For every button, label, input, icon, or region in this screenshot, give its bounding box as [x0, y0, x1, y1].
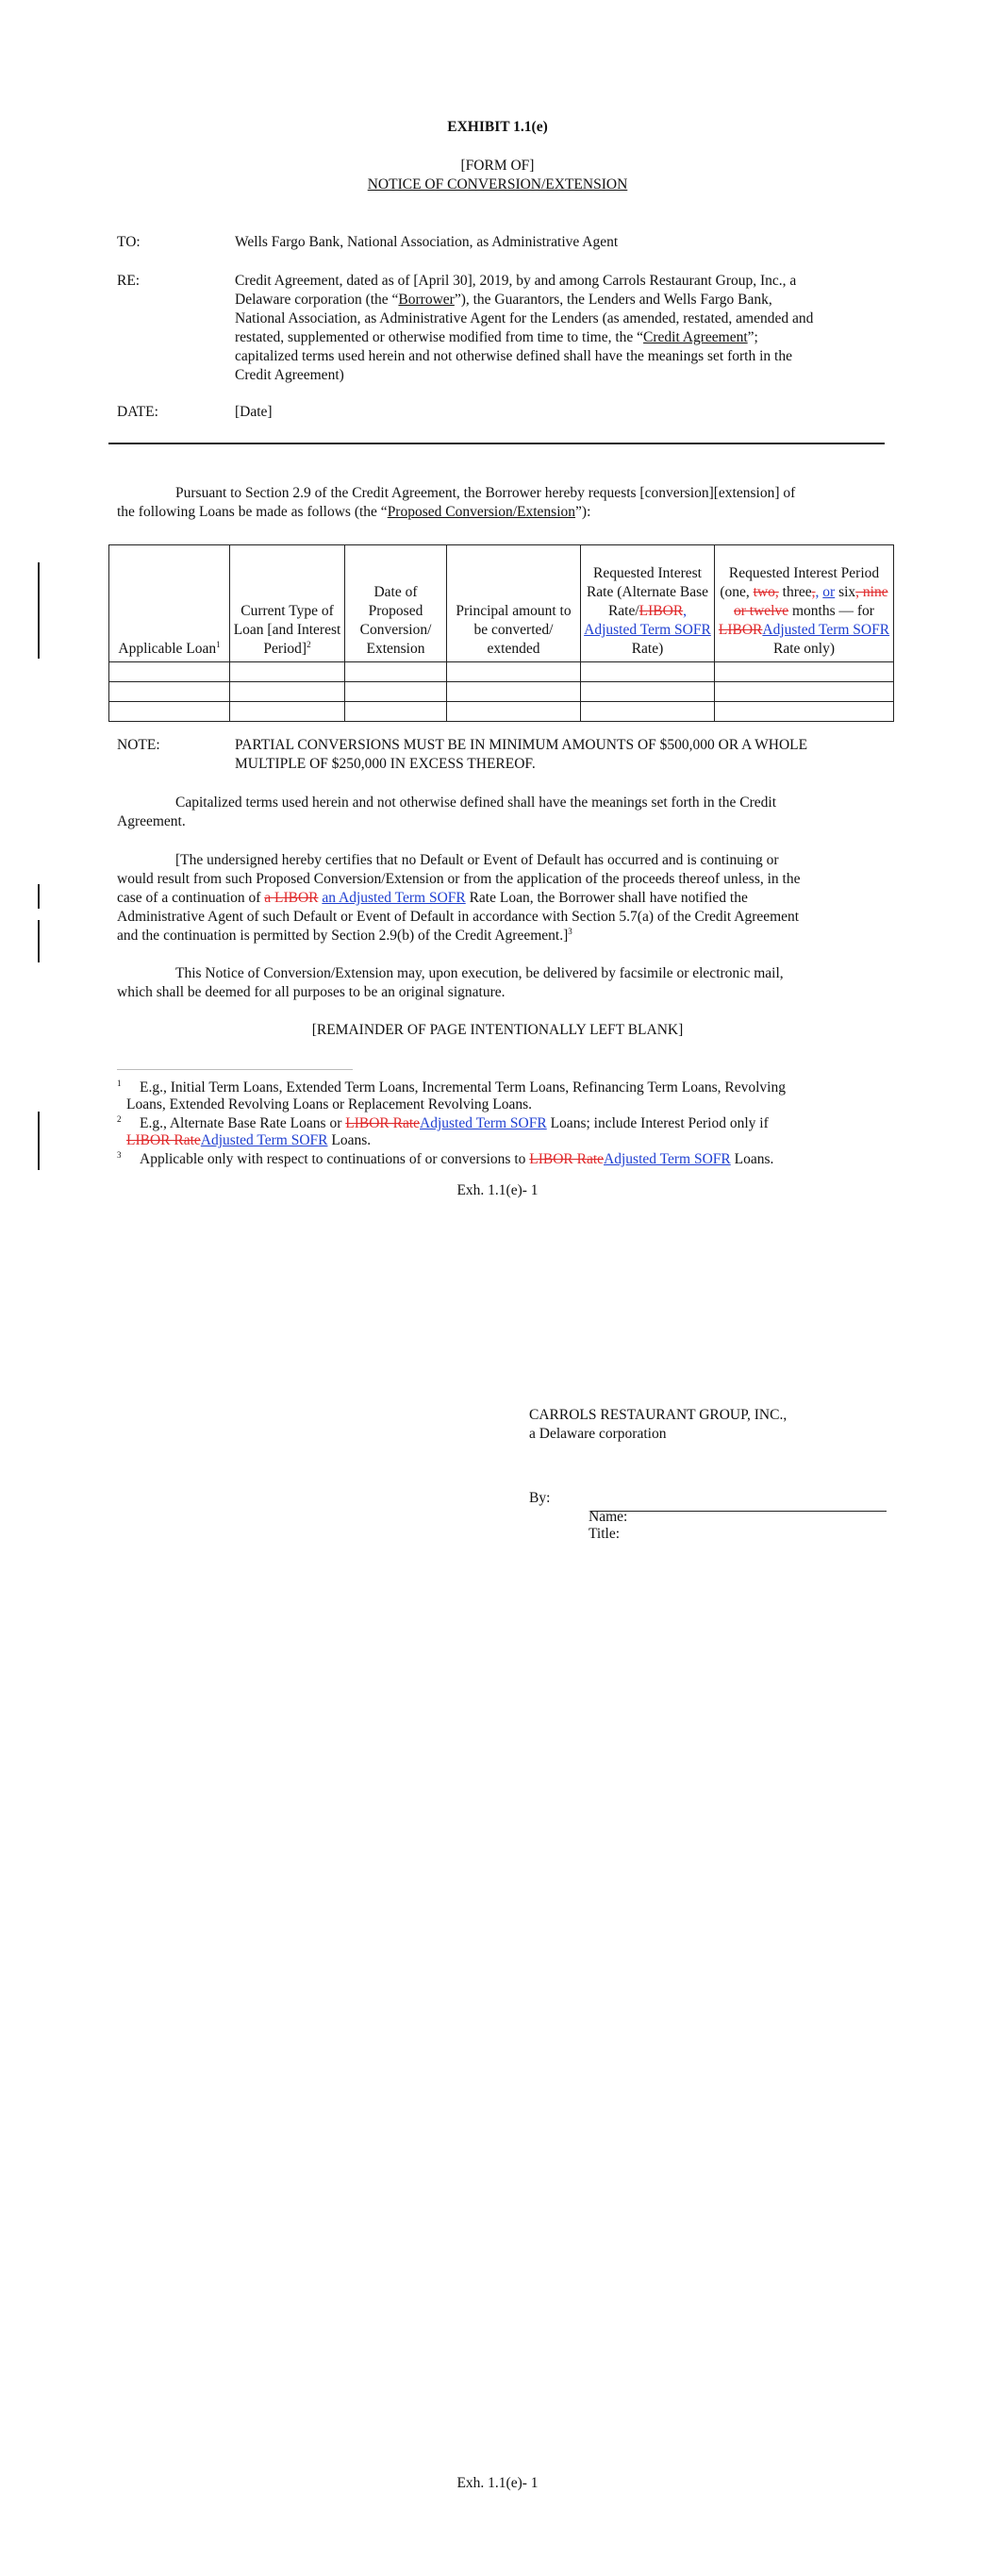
footnote-number: 1: [117, 1079, 122, 1088]
re-line: Credit Agreement): [235, 367, 344, 383]
col-current-type: Current Type of Loan [and Interest Period]$^2$: [230, 545, 345, 662]
table-cell[interactable]: [581, 662, 715, 682]
footnote-3: Applicable only with respect to continuations of or conversions to LIBOR RateAdjusted Term SOFR Loans.: [140, 1151, 774, 1167]
change-bar: [38, 562, 40, 659]
footnote-1-cont: Loans, Extended Revolving Loans or Replacement Revolving Loans.: [126, 1096, 533, 1112]
paragraph-line: case of a continuation of a LIBOR an Adjusted Term SOFR Rate Loan, the Borrower shall have notified the: [117, 890, 748, 906]
facsimile-paragraph: [117, 964, 900, 1002]
certification-paragraph: [117, 851, 900, 945]
date-text: [Date]: [235, 404, 273, 420]
table-row: [109, 682, 894, 702]
footnote-2-cont: LIBOR RateAdjusted Term SOFR Loans.: [126, 1132, 372, 1148]
footnote-1: E.g., Initial Term Loans, Extended Term Loans, Incremental Term Loans, Refinancing Term Loans, Revolving: [140, 1079, 786, 1096]
table-row: [109, 662, 894, 682]
col-principal-amount: Principal amount to be converted/ extended: [447, 545, 581, 662]
table-cell[interactable]: [581, 702, 715, 722]
note-text: [235, 736, 895, 774]
remainder-blank-notice: [REMAINDER OF PAGE INTENTIONALLY LEFT BLANK]: [311, 1022, 684, 1038]
page-footer: Exh. 1.1(e)- 1: [456, 2475, 539, 2491]
paragraph-line: would result from such Proposed Conversion/Extension or from the application of the proceeds thereof unless, in the: [117, 871, 801, 887]
change-bar: [38, 1112, 40, 1170]
table-cell[interactable]: [447, 702, 581, 722]
change-bar: [38, 884, 40, 909]
table-header-row: [109, 545, 894, 662]
re-line: Delaware corporation (the “Borrower”), the Guarantors, the Lenders and Wells Fargo Bank,: [235, 292, 772, 308]
table-cell[interactable]: [345, 702, 447, 722]
table-cell[interactable]: [230, 662, 345, 682]
note-line: MULTIPLE OF $250,000 IN EXCESS THEREOF.: [235, 756, 536, 772]
capitalized-terms-paragraph: [117, 794, 900, 831]
re-line: restated, supplemented or otherwise modified from time to time, the “Credit Agreement”;: [235, 329, 758, 345]
paragraph-line: and the continuation is permitted by Section 2.9(b) of the Credit Agreement.]$^3$: [117, 926, 572, 944]
credit-agreement-term: Credit Agreement: [643, 329, 748, 345]
signature-company: CARROLS RESTAURANT GROUP, INC.,: [529, 1407, 788, 1423]
signature-line[interactable]: [590, 1511, 887, 1512]
re-line: capitalized terms used herein and not otherwise defined shall have the meanings set forth in the: [235, 348, 792, 364]
col-applicable-loan: Applicable Loan$^1$: [109, 545, 230, 662]
paragraph-line: Administrative Agent of such Default or Event of Default in accordance with Section 5.7(a) of the Credit Agreement: [117, 909, 800, 925]
table-row: [109, 702, 894, 722]
to-text: Wells Fargo Bank, National Association, as Administrative Agent: [235, 234, 619, 250]
to-label: TO:: [117, 234, 141, 250]
col-date-of-conversion: Date of Proposed Conversion/ Extension: [345, 545, 447, 662]
change-bar: [38, 920, 40, 962]
footnote-2: E.g., Alternate Base Rate Loans or LIBOR RateAdjusted Term SOFR Loans; include Interest Period only if: [140, 1115, 769, 1131]
request-paragraph: [117, 484, 900, 522]
proposed-conversion-term: Proposed Conversion/Extension: [387, 504, 576, 520]
table-cell[interactable]: [715, 702, 894, 722]
table-cell[interactable]: [715, 682, 894, 702]
paragraph-line: This Notice of Conversion/Extension may, upon execution, be delivered by facsimile or electronic mail,: [175, 965, 784, 981]
paragraph-line: which shall be deemed for all purposes to be an original signature.: [117, 984, 506, 1000]
table-cell[interactable]: [447, 682, 581, 702]
table-cell[interactable]: [109, 702, 230, 722]
notice-title: NOTICE OF CONVERSION/EXTENSION: [367, 176, 628, 192]
signature-name-label: Name:: [589, 1509, 628, 1525]
table-cell[interactable]: [230, 702, 345, 722]
loans-table: [108, 544, 894, 722]
table-cell[interactable]: [447, 662, 581, 682]
date-label: DATE:: [117, 404, 158, 420]
re-line: Credit Agreement, dated as of [April 30], 2019, by and among Carrols Restaurant Group, Inc., a: [235, 273, 797, 289]
footnote-number: 3: [117, 1150, 122, 1160]
table-cell[interactable]: [581, 682, 715, 702]
paragraph-line: Agreement.: [117, 813, 186, 829]
footnote-number: 2: [117, 1114, 122, 1124]
borrower-term: Borrower: [398, 292, 455, 308]
col-requested-interest-rate: Requested Interest Rate (Alternate Base Rate/LIBOR, Adjusted Term SOFR Rate): [581, 545, 715, 662]
form-of-label: [FORM OF]: [460, 158, 535, 174]
signature-title-label: Title:: [589, 1526, 621, 1542]
re-label: RE:: [117, 273, 141, 289]
signature-by-label: By:: [529, 1490, 551, 1506]
request-line: the following Loans be made as follows (the “Proposed Conversion/Extension”):: [117, 504, 591, 520]
re-paragraph: [235, 272, 895, 385]
footnote-separator: [117, 1069, 353, 1070]
note-line: PARTIAL CONVERSIONS MUST BE IN MINIMUM AMOUNTS OF $500,000 OR A WHOLE: [235, 737, 808, 753]
header-divider: [108, 443, 885, 444]
table-cell[interactable]: [345, 682, 447, 702]
paragraph-line: Capitalized terms used herein and not otherwise defined shall have the meanings set forth in the Credit: [175, 795, 777, 811]
request-line: Pursuant to Section 2.9 of the Credit Agreement, the Borrower hereby requests [conversion][extension] of: [175, 485, 796, 501]
table-cell[interactable]: [109, 682, 230, 702]
note-label: NOTE:: [117, 737, 160, 753]
table-cell[interactable]: [109, 662, 230, 682]
page-footer: Exh. 1.1(e)- 1: [456, 1182, 539, 1198]
re-line: National Association, as Administrative Agent for the Lenders (as amended, restated, amended and: [235, 310, 814, 326]
exhibit-title: EXHIBIT 1.1(e): [447, 119, 548, 135]
table-cell[interactable]: [345, 662, 447, 682]
col-requested-interest-period: Requested Interest Period (one, two, three,, or six, nine or twelve months — for LIBORAdjusted Term SOFR Rate only): [715, 545, 894, 662]
signature-descriptor: a Delaware corporation: [529, 1426, 667, 1442]
paragraph-line: [The undersigned hereby certifies that no Default or Event of Default has occurred and is continuing or: [175, 852, 779, 868]
table-cell[interactable]: [715, 662, 894, 682]
table-cell[interactable]: [230, 682, 345, 702]
